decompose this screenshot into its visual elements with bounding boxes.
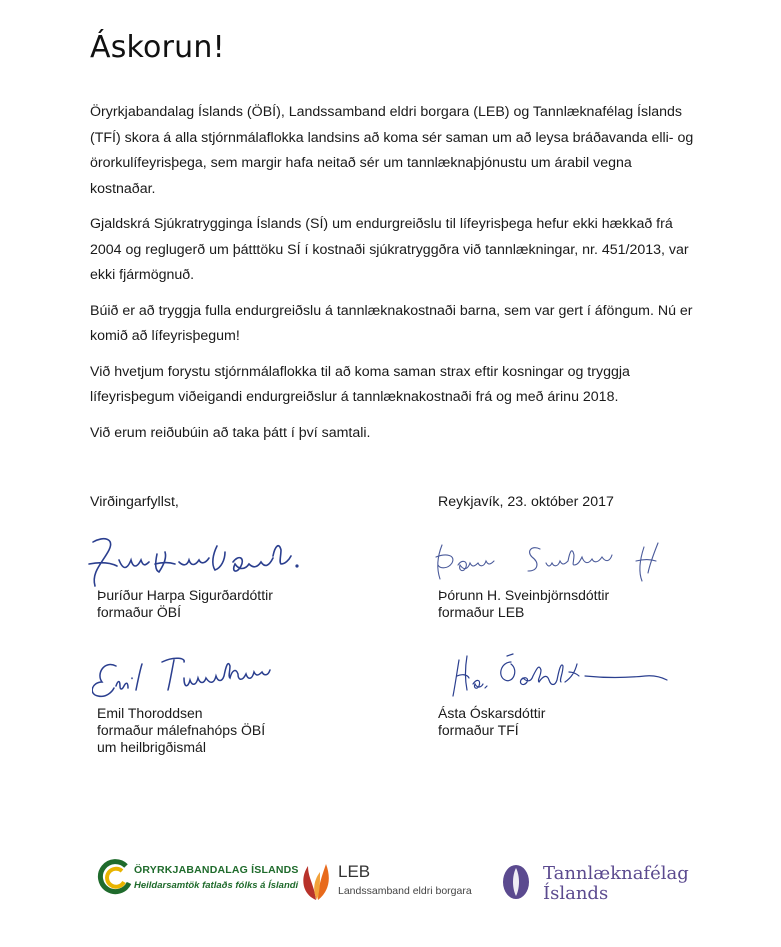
- signature-asta-image: [445, 652, 675, 707]
- letter-body: [90, 100, 700, 456]
- signature-thuridur-image: [85, 532, 315, 594]
- tfi-logo-icon: [500, 864, 532, 900]
- tfi-logo-line1: Tannlæknafélag: [543, 863, 689, 884]
- paragraph-3: Búið er að tryggja fulla endurgreiðslu á tannlæknakostnaði barna, sem var gert í áföngum. Nú er komið að lífeyrisþegum!: [90, 302, 693, 344]
- paragraph-4: Við hvetjum forystu stjórnmálaflokka til að koma saman strax eftir kosningar og tryggja lífeyrisþegum viðeigandi endurgreiðslur á tannlæknakostnaði frá og með árinu 2018.: [90, 363, 630, 405]
- page-title: Áskorun!: [90, 30, 225, 65]
- signature-emil-image: [92, 652, 292, 704]
- obi-logo-icon: [96, 858, 134, 896]
- signatory-name: Þórunn H. Sveinbjörnsdóttir: [438, 587, 610, 603]
- closing-salutation: Virðingarfyllst,: [90, 494, 179, 510]
- paragraph-2: Gjaldskrá Sjúkratrygginga Íslands (SÍ) um endurgreiðslu til lífeyrisþega hefur ekki hækkað frá 2004 og reglugerð um þátttöku SÍ í kostnaði sjúkratryggðra við tannlækningar, nr. 451/2013, var ekki fjármögnuð.: [90, 216, 689, 283]
- leb-logo-name: LEB: [338, 862, 371, 881]
- signatory-thuridur: [97, 587, 273, 621]
- tfi-logo-line2: Íslands: [543, 883, 609, 904]
- signature-thorunn-image: [430, 535, 675, 590]
- signatory-role: formaður TFÍ: [438, 722, 519, 738]
- signatory-thorunn: [438, 587, 609, 621]
- leb-logo-tagline: Landssamband eldri borgara: [338, 885, 472, 897]
- leb-logo-icon: [298, 860, 336, 902]
- signatory-name: Emil Thoroddsen: [97, 705, 203, 721]
- signatory-emil: [97, 705, 265, 756]
- signatory-role: formaður LEB: [438, 604, 525, 620]
- obi-logo-tagline: Heildarsamtök fatlaðs fólks á Íslandi: [134, 880, 299, 891]
- signatory-name: Ásta Óskarsdóttir: [438, 705, 546, 721]
- signatory-role: formaður ÖBÍ: [97, 604, 182, 620]
- signatory-role-line2: um heilbrigðismál: [97, 739, 206, 755]
- place-date: Reykjavík, 23. október 2017: [438, 494, 614, 510]
- obi-logo-name: ÖRYRKJABANDALAG ÍSLANDS: [134, 864, 299, 876]
- signatory-role: formaður málefnahóps ÖBÍ: [97, 722, 266, 738]
- signatory-asta: [438, 705, 545, 739]
- signatory-name: Þuríður Harpa Sigurðardóttir: [97, 587, 273, 603]
- paragraph-1: Öryrkjabandalag Íslands (ÖBÍ), Landssamband eldri borgara (LEB) og Tannlæknafélag Íslands (TFÍ) skora á alla stjórnmálaflokka landsins að koma sér saman um að leysa bráðavanda elli- og örorkulífeyrisþega, sem margir hafa neitað sér um tannlæknaþjónustu um árabil vegna kostnaðar.: [90, 104, 694, 197]
- paragraph-5: Við erum reiðubúin að taka þátt í því samtali.: [90, 424, 371, 441]
